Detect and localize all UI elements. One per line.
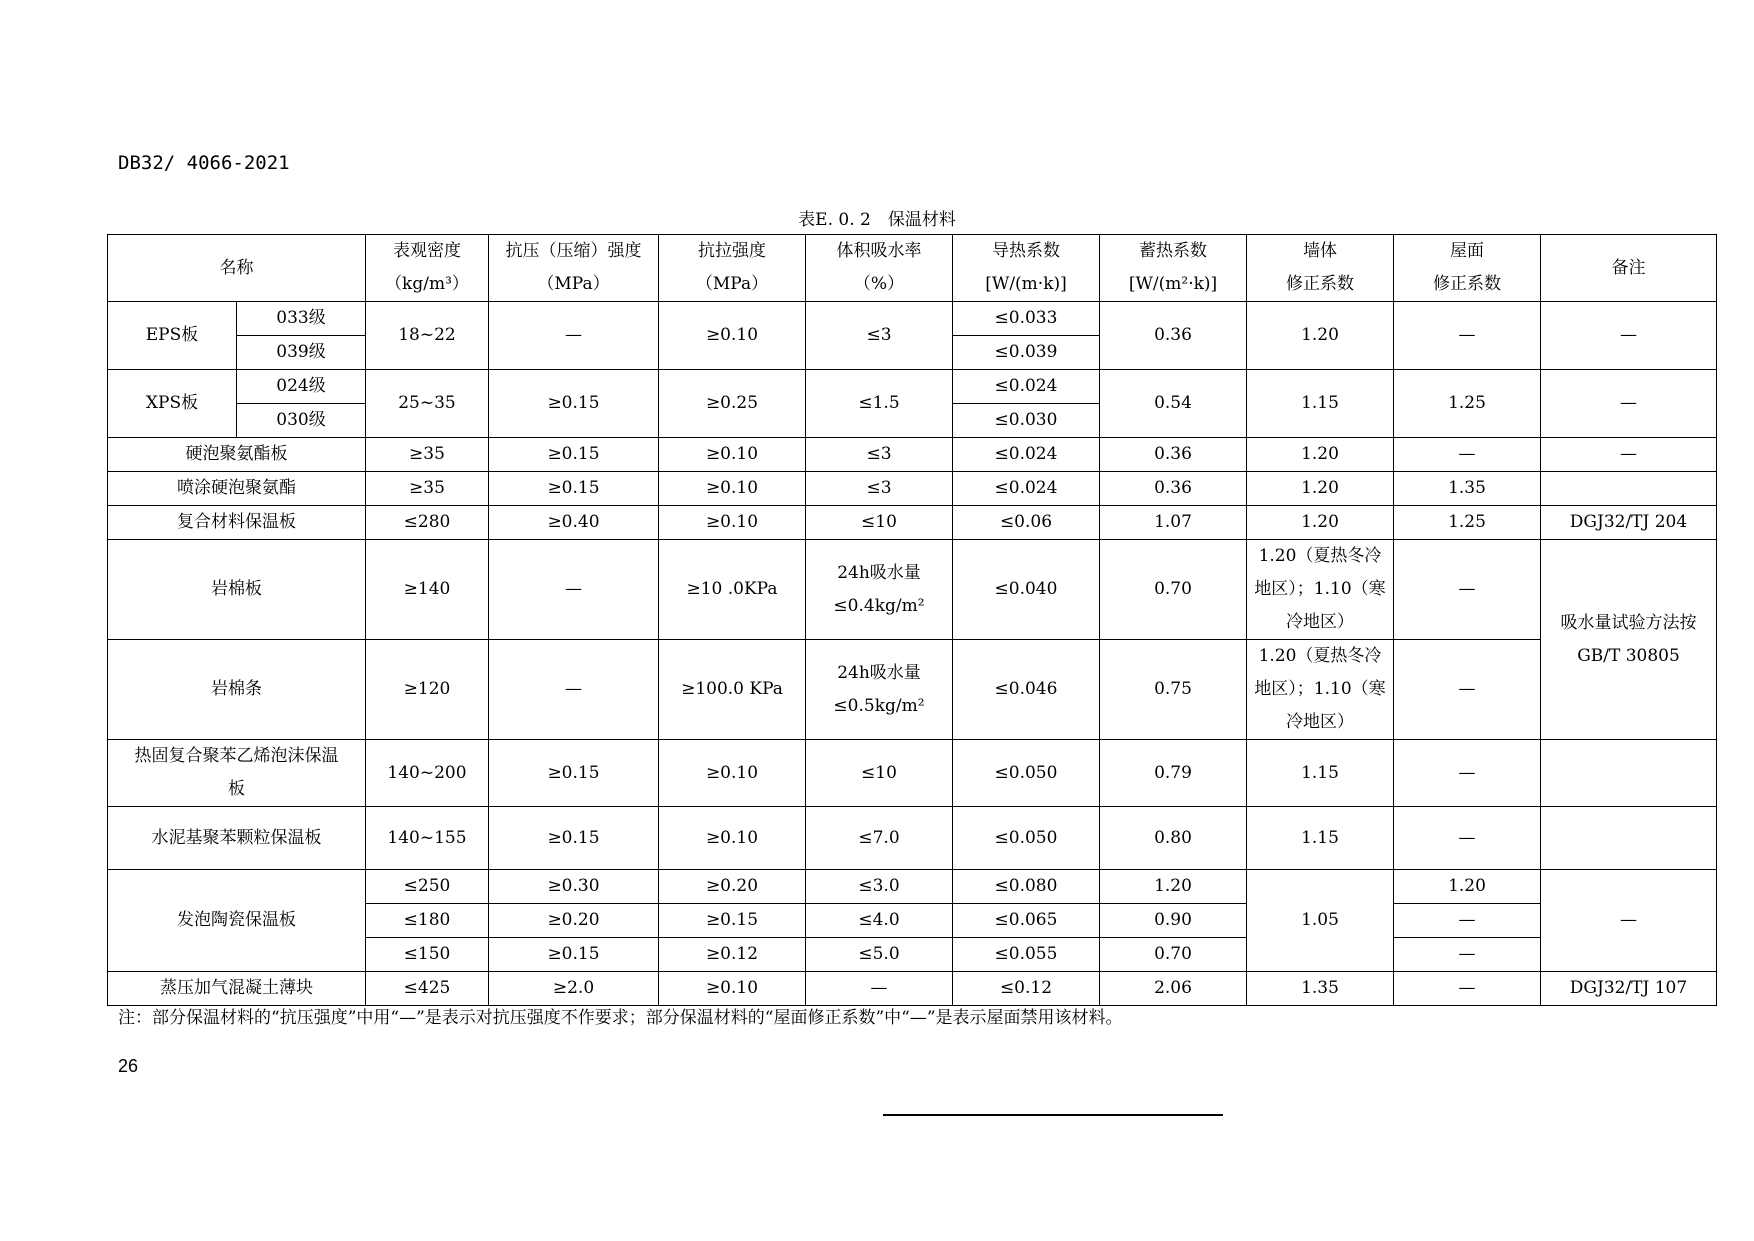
cell-roof: 1.20 [1394,870,1541,904]
cell-xps-wall: 1.15 [1247,370,1394,438]
cell-wall: 1.35 [1247,972,1394,1006]
table-caption: 表E. 0. 2 保温材料 [798,210,956,230]
cell-density: 140~200 [366,740,489,807]
cell-compress: ≥0.15 [489,938,659,972]
cell-compress: — [489,640,659,740]
cell-wall: 1.20（夏热冬冷 地区）；1.10（寒 冷地区） [1247,640,1394,740]
cell-compress: ≥0.15 [489,438,659,472]
table-row [108,438,1717,472]
cell-conduct: ≤0.12 [953,972,1100,1006]
cell-name: 岩棉条 [108,640,366,740]
cell-ceramic-wall: 1.05 [1247,870,1394,972]
table-row [108,807,1717,870]
cell-eps-name: EPS板 [108,302,237,370]
header-row [108,235,1717,302]
cell-compress: ≥0.15 [489,740,659,807]
cell-remark: — [1541,438,1717,472]
header-water: 体积吸水率 （%） [806,235,953,302]
table-row [108,506,1717,540]
cell-tensile: ≥0.15 [659,904,806,938]
cell-storage: 0.90 [1100,904,1247,938]
document-code: DB32/ 4066-2021 [118,152,290,174]
cell-eps-remark: — [1541,302,1717,370]
table-row [108,640,1717,740]
cell-tensile: ≥0.10 [659,438,806,472]
cell-roof: — [1394,807,1541,870]
page-number: 26 [118,1056,139,1076]
insulation-materials-table [107,234,1717,1006]
cell-water: ≤3.0 [806,870,953,904]
cell-roof: 1.25 [1394,506,1541,540]
cell-xps-roof: 1.25 [1394,370,1541,438]
cell-water: ≤10 [806,506,953,540]
table-row [108,870,1717,904]
cell-xps-storage: 0.54 [1100,370,1247,438]
cell-density: ≤150 [366,938,489,972]
header-wall: 墙体 修正系数 [1247,235,1394,302]
cell-conduct: ≤0.055 [953,938,1100,972]
cell-conduct: ≤0.065 [953,904,1100,938]
cell-roof: — [1394,438,1541,472]
cell-conduct: ≤0.040 [953,540,1100,640]
cell-xps-name: XPS板 [108,370,237,438]
table-row [108,540,1717,640]
cell-xps-grade2: 030级 [237,404,366,438]
cell-eps-water: ≤3 [806,302,953,370]
cell-tensile: ≥100.0 KPa [659,640,806,740]
cell-conduct: ≤0.024 [953,472,1100,506]
cell-eps-wall: 1.20 [1247,302,1394,370]
cell-eps-grade2: 039级 [237,336,366,370]
cell-density: ≥120 [366,640,489,740]
cell-compress: ≥2.0 [489,972,659,1006]
cell-density: ≤280 [366,506,489,540]
cell-water: — [806,972,953,1006]
cell-water: 24h吸水量 ≤0.4kg/m² [806,540,953,640]
cell-density: ≤425 [366,972,489,1006]
cell-water: ≤7.0 [806,807,953,870]
table-note: 注：部分保温材料的“抗压强度”中用“—”是表示对抗压强度不作要求；部分保温材料的“屋面修正系数”中“—”是表示屋面禁用该材料。 [118,1008,1123,1028]
table-row [108,370,1717,404]
cell-roof: — [1394,740,1541,807]
cell-density: ≤250 [366,870,489,904]
header-remark: 备注 [1541,235,1717,302]
cell-roof: — [1394,640,1541,740]
cell-xps-tensile: ≥0.25 [659,370,806,438]
cell-storage: 0.36 [1100,472,1247,506]
cell-storage: 0.36 [1100,438,1247,472]
header-roof: 屋面 修正系数 [1394,235,1541,302]
header-density: 表观密度 （kg/m³） [366,235,489,302]
cell-compress: ≥0.40 [489,506,659,540]
cell-eps-tensile: ≥0.10 [659,302,806,370]
cell-conduct: ≤0.046 [953,640,1100,740]
cell-conduct: ≤0.050 [953,807,1100,870]
cell-remark: DGJ32/TJ 204 [1541,506,1717,540]
table-row [108,472,1717,506]
cell-remark: DGJ32/TJ 107 [1541,972,1717,1006]
header-tensile: 抗拉强度 （MPa） [659,235,806,302]
cell-tensile: ≥0.20 [659,870,806,904]
table-row [108,740,1717,807]
cell-storage: 1.07 [1100,506,1247,540]
cell-storage: 1.20 [1100,870,1247,904]
cell-density: 140~155 [366,807,489,870]
cell-eps-conduct2: ≤0.039 [953,336,1100,370]
cell-xps-conduct2: ≤0.030 [953,404,1100,438]
cell-wall: 1.20 [1247,438,1394,472]
cell-wall: 1.20（夏热冬冷 地区）；1.10（寒 冷地区） [1247,540,1394,640]
cell-compress: — [489,540,659,640]
cell-eps-compress: — [489,302,659,370]
cell-name: 岩棉板 [108,540,366,640]
cell-roof: — [1394,972,1541,1006]
cell-water: ≤5.0 [806,938,953,972]
cell-water: ≤3 [806,472,953,506]
cell-xps-water: ≤1.5 [806,370,953,438]
cell-ceramic-remark: — [1541,870,1717,972]
cell-tensile: ≥0.10 [659,506,806,540]
cell-eps-roof: — [1394,302,1541,370]
cell-density: ≥35 [366,438,489,472]
cell-density: ≥35 [366,472,489,506]
table-row [108,302,1717,336]
cell-eps-conduct1: ≤0.033 [953,302,1100,336]
header-name: 名称 [108,235,366,302]
cell-remark [1541,740,1717,807]
cell-wall: 1.15 [1247,740,1394,807]
cell-storage: 0.79 [1100,740,1247,807]
cell-remark [1541,807,1717,870]
cell-density: ≥140 [366,540,489,640]
cell-wall: 1.20 [1247,472,1394,506]
cell-name: 热固复合聚苯乙烯泡沫保温 板 [108,740,366,807]
header-conduct: 导热系数 [W/(m·k)] [953,235,1100,302]
cell-remark [1541,472,1717,506]
cell-roof: 1.35 [1394,472,1541,506]
cell-tensile: ≥0.10 [659,972,806,1006]
cell-roof: — [1394,938,1541,972]
cell-wall: 1.15 [1247,807,1394,870]
cell-density: ≤180 [366,904,489,938]
cell-conduct: ≤0.080 [953,870,1100,904]
cell-water: ≤10 [806,740,953,807]
cell-compress: ≥0.20 [489,904,659,938]
cell-name: 喷涂硬泡聚氨酯 [108,472,366,506]
cell-name: 硬泡聚氨酯板 [108,438,366,472]
cell-eps-grade1: 033级 [237,302,366,336]
cell-name: 水泥基聚苯颗粒保温板 [108,807,366,870]
cell-water: 24h吸水量 ≤0.5kg/m² [806,640,953,740]
cell-storage: 0.70 [1100,540,1247,640]
cell-storage: 2.06 [1100,972,1247,1006]
cell-xps-conduct1: ≤0.024 [953,370,1100,404]
table-row [108,972,1717,1006]
header-compress: 抗压（压缩）强度 （MPa） [489,235,659,302]
cell-roof: — [1394,540,1541,640]
cell-water: ≤4.0 [806,904,953,938]
cell-conduct: ≤0.06 [953,506,1100,540]
cell-ceramic-name: 发泡陶瓷保温板 [108,870,366,972]
cell-rock-remark: 吸水量试验方法按 GB/T 30805 [1541,540,1717,740]
cell-tensile: ≥0.10 [659,472,806,506]
cell-water: ≤3 [806,438,953,472]
cell-tensile: ≥10 .0KPa [659,540,806,640]
footer-divider [883,1114,1223,1116]
cell-eps-density: 18~22 [366,302,489,370]
cell-name: 复合材料保温板 [108,506,366,540]
cell-xps-grade1: 024级 [237,370,366,404]
cell-storage: 0.70 [1100,938,1247,972]
cell-wall: 1.20 [1247,506,1394,540]
cell-tensile: ≥0.12 [659,938,806,972]
cell-xps-compress: ≥0.15 [489,370,659,438]
cell-eps-storage: 0.36 [1100,302,1247,370]
cell-xps-remark: — [1541,370,1717,438]
cell-xps-density: 25~35 [366,370,489,438]
cell-conduct: ≤0.024 [953,438,1100,472]
cell-name: 蒸压加气混凝土薄块 [108,972,366,1006]
cell-tensile: ≥0.10 [659,740,806,807]
cell-roof: — [1394,904,1541,938]
cell-compress: ≥0.15 [489,472,659,506]
cell-storage: 0.75 [1100,640,1247,740]
cell-tensile: ≥0.10 [659,807,806,870]
cell-storage: 0.80 [1100,807,1247,870]
header-storage: 蓄热系数 [W/(m²·k)] [1100,235,1247,302]
cell-compress: ≥0.15 [489,807,659,870]
cell-conduct: ≤0.050 [953,740,1100,807]
cell-compress: ≥0.30 [489,870,659,904]
